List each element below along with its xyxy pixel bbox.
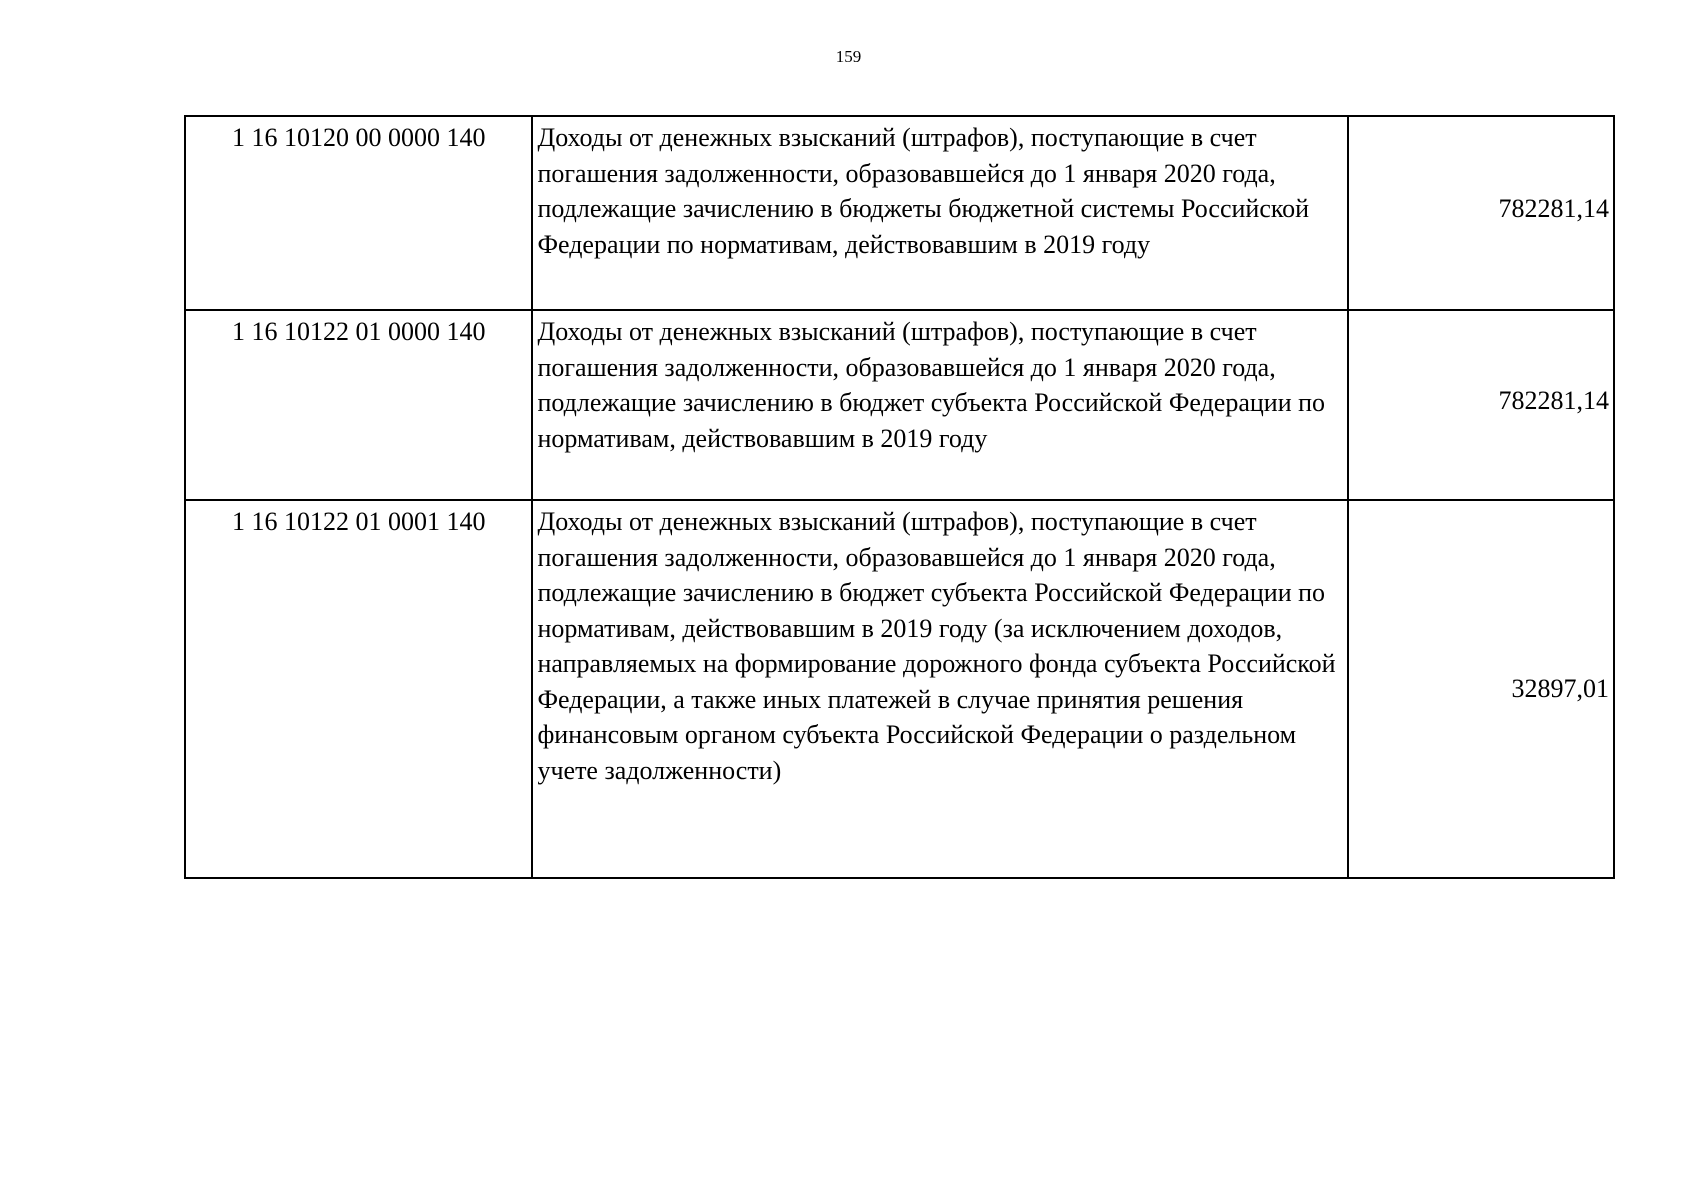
revenue-amount-value: 782281,14 [1498, 194, 1609, 224]
revenue-code-cell: 1 16 10122 01 0001 140 [185, 500, 532, 878]
revenue-amount-value: 32897,01 [1511, 674, 1609, 704]
table-row [185, 500, 1614, 878]
revenue-code-cell: 1 16 10120 00 0000 140 [185, 116, 532, 310]
revenue-amount-cell [1348, 310, 1614, 500]
revenue-amount-cell [1348, 116, 1614, 310]
revenue-amount-value: 782281,14 [1498, 386, 1609, 416]
revenue-code-cell: 1 16 10122 01 0000 140 [185, 310, 532, 500]
revenue-amount-cell [1348, 500, 1614, 878]
table-row [185, 116, 1614, 310]
revenue-description-cell: Доходы от денежных взысканий (штрафов), поступающие в счет погашения задолженности, образовавшейся до 1 января 2020 года, подлежащие зачислению в бюджет субъекта Российской Федерации по нормативам, действовавшим в 2019 году [532, 310, 1347, 500]
table-row [185, 310, 1614, 500]
page-number: 159 [835, 47, 862, 66]
revenue-description-cell: Доходы от денежных взысканий (штрафов), поступающие в счет погашения задолженности, образовавшейся до 1 января 2020 года, подлежащие зачислению в бюджеты бюджетной системы Российской Федерации по нормативам, действовавшим в 2019 году [532, 116, 1347, 310]
budget-revenue-table [184, 115, 1615, 879]
revenue-description-cell: Доходы от денежных взысканий (штрафов), поступающие в счет погашения задолженности, образовавшейся до 1 января 2020 года, подлежащие зачислению в бюджет субъекта Российской Федерации по нормативам, действовавшим в 2019 году (за исключением доходов, направляемых на формирование дорожного фонда субъекта Российской Федерации, а также иных платежей в случае принятия решения финансовым органом субъекта Российской Федерации о раздельном учете задолженности) [532, 500, 1347, 878]
